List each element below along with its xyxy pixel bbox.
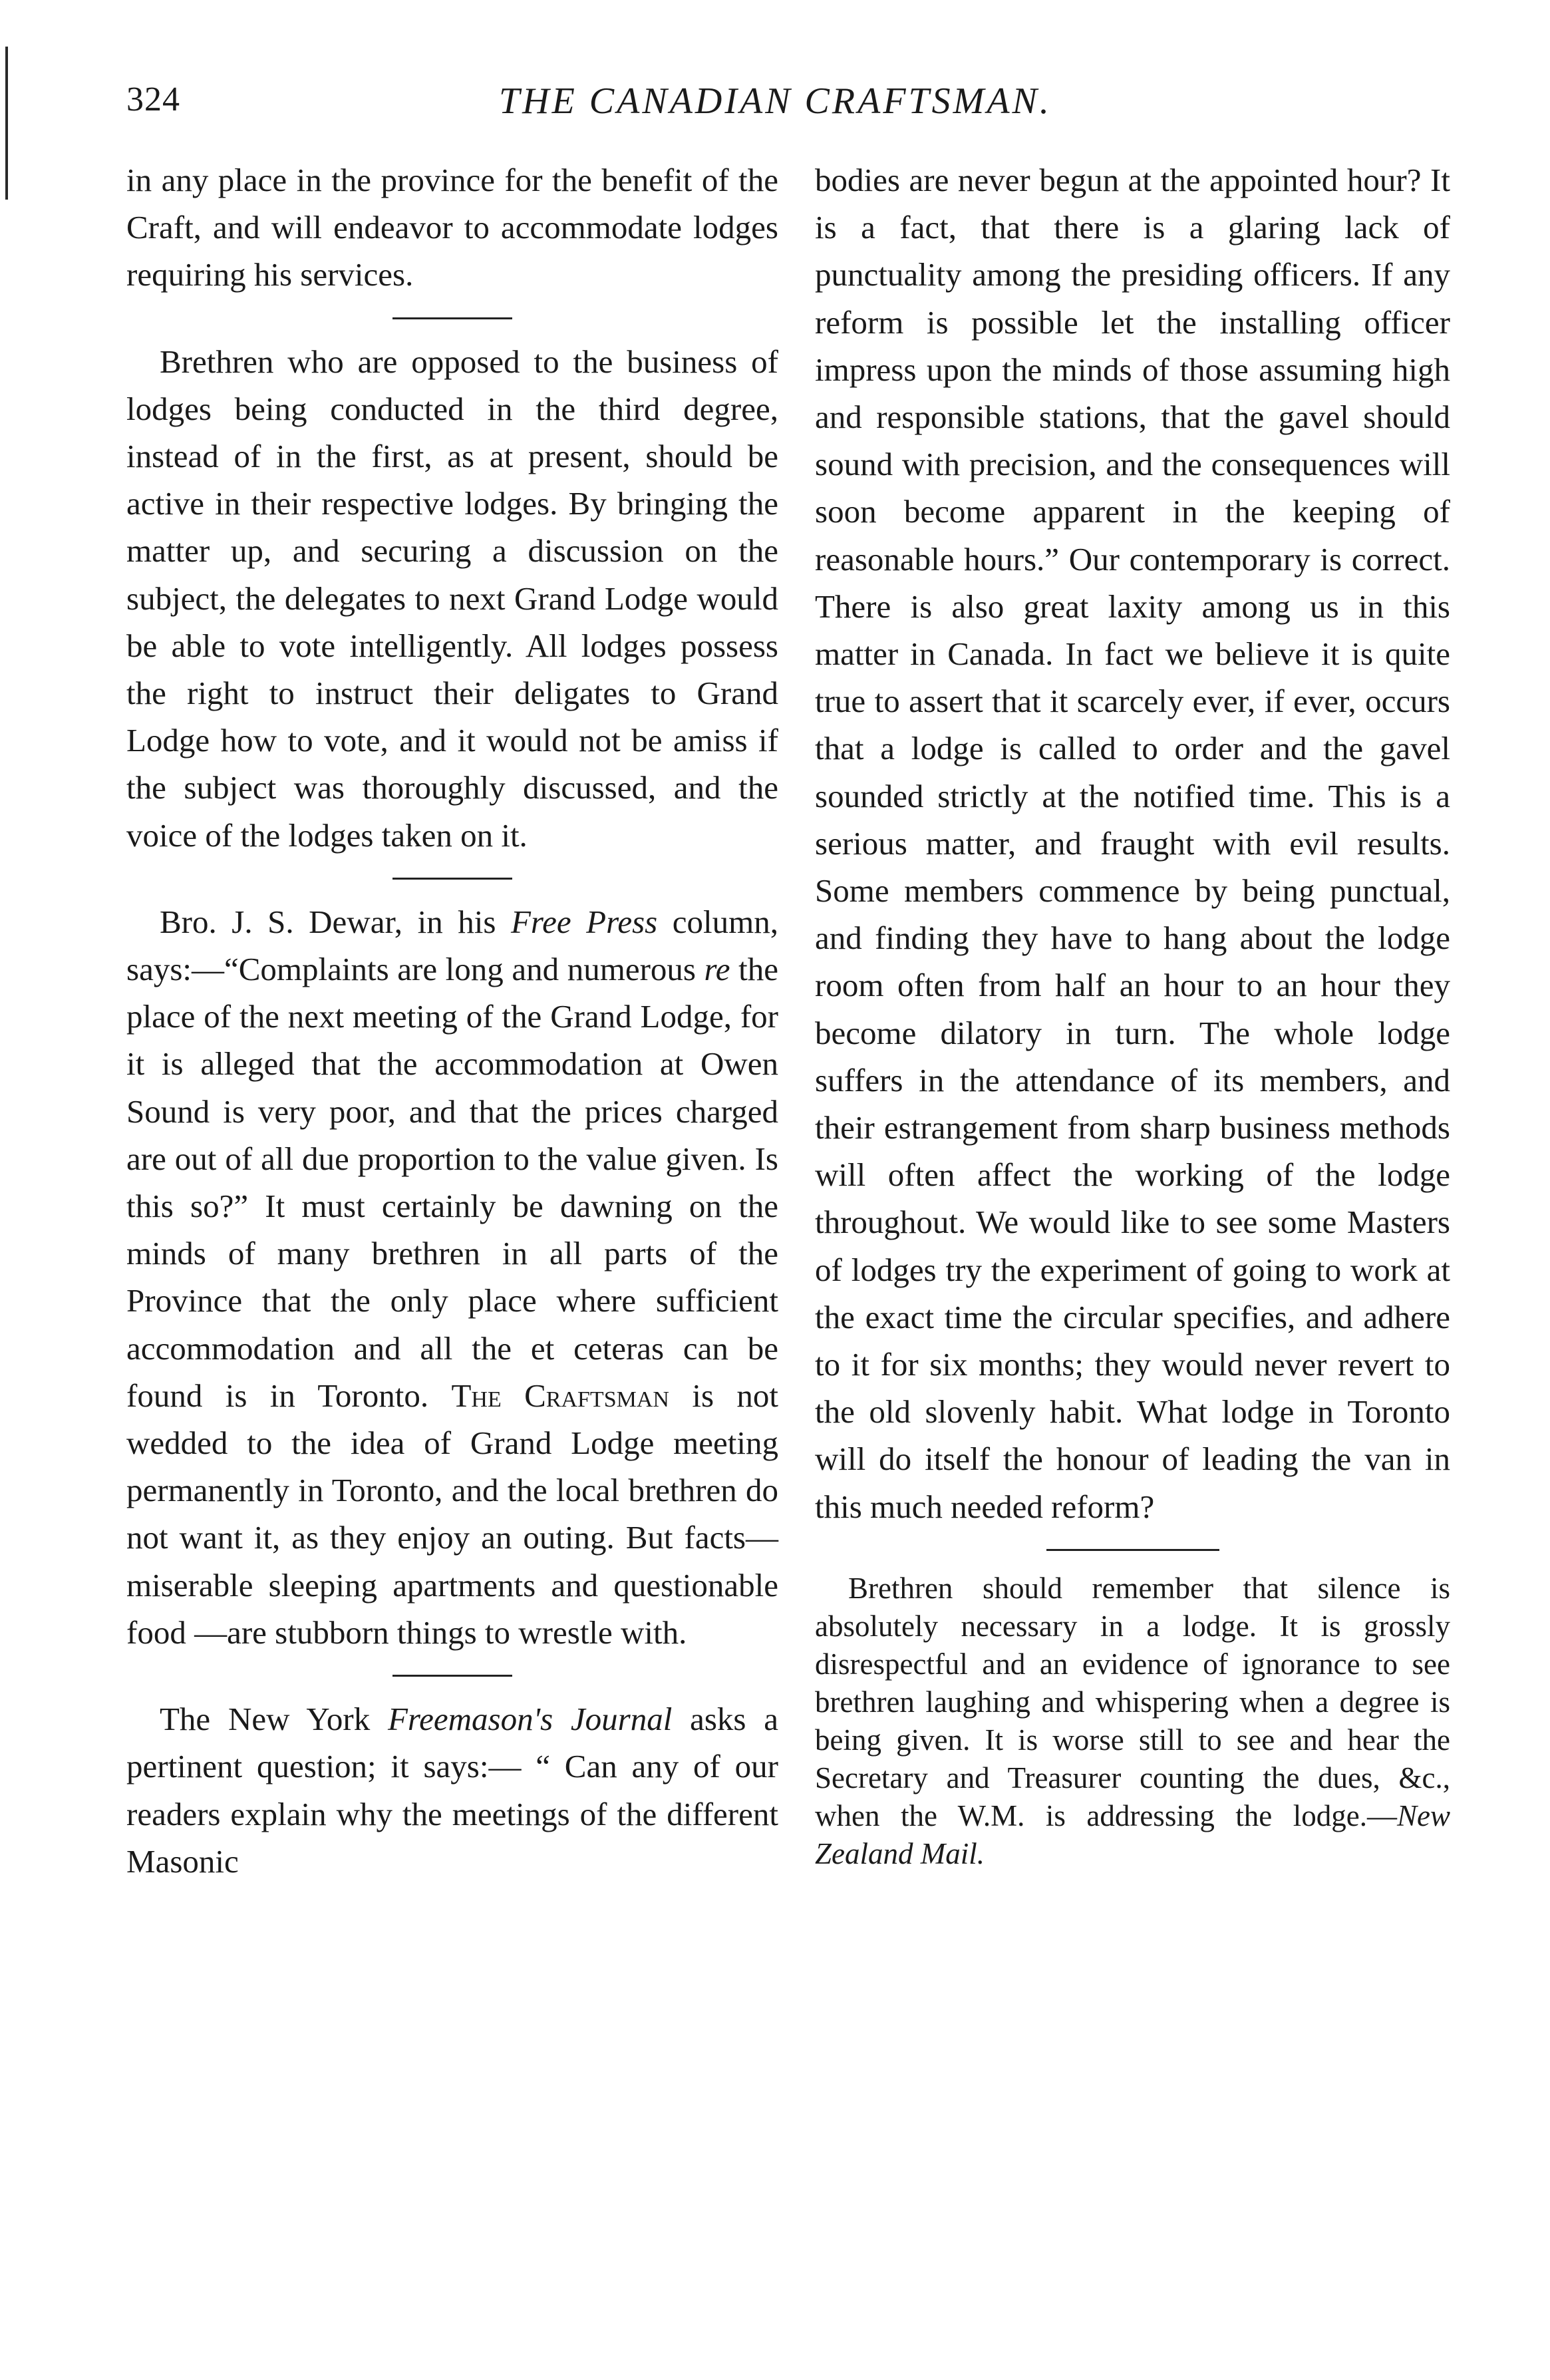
left-column	[126, 156, 778, 1885]
right-column	[815, 156, 1450, 1873]
paragraph-dewar: Bro. J. S. Dewar, in his Free Press column, says:—“Complaints are long and numerous re the place of the next meeting of the Grand Lodge, for it is alleged that the accommodation at Owen Sound is very poor, and that the prices charged are out of all due proportion to the value given. Is this so?” It must certainly be dawning on the minds of many brethren in all parts of the Province that the only place where sufficient accommodation and all the et ceteras can be found is in Toronto. The Craftsman is not wedded to the idea of Grand Lodge meeting permanently in Toronto, and the local brethren do not want it, as they enjoy an outing. But facts— miserable sleeping apartments and questionable food —are stubborn things to wrestle with.	[126, 903, 779, 1651]
section-divider	[1046, 1549, 1219, 1551]
publication-name: The Craftsman	[451, 1377, 669, 1414]
publication-title: Freemason's Journal	[387, 1701, 673, 1738]
paragraph-third-degree: Brethren who are opposed to the business of lodges being conducted in the third degree, instead of in the first, as at present, should be active in their respective lodges. By bringing the matter up, and securing a discussion on the subject, the delegates to next Grand Lodge would be able to vote intelligently. All lodges possess the right to instruct their deligates to Grand Lodge how to vote, and it would not be amiss if the subject was thoroughly discussed, and the voice of the lodges taken on it.	[126, 343, 778, 854]
running-title: THE CANADIAN CRAFTSMAN.	[499, 81, 1052, 122]
margin-rule	[5, 47, 8, 200]
page-header	[126, 80, 1450, 140]
section-divider	[392, 317, 512, 319]
paragraph-silence: Brethren should remember that silence is absolutely necessary in a lodge. It is grossly disrespectful and an evidence of ignorance to see brethren laughing and whispering when a degree is being given. It is worse still to see and hear the Secretary and Treasurer counting the dues, &c., when the W.M. is addressing the lodge.—New Zealand Mail.	[815, 1571, 1450, 1870]
section-divider	[392, 1675, 512, 1677]
paragraph-continuation: in any place in the province for the benefit of the Craft, and will endeavor to accommodate lodges requiring his services.	[126, 162, 778, 293]
paragraph-punctuality: bodies are never begun at the appointed hour? It is a fact, that there is a glaring lack of punctuality among the presiding officers. If any reform is possible let the installing officer impress upon the minds of those assuming high and responsible stations, that the gavel should sound with precision, and the consequences will soon become apparent in the keeping of reasonable hours.” Our contemporary is correct. There is also great laxity among us in this matter in Canada. In fact we believe it is quite true to assert that it scarcely ever, if ever, occurs that a lodge is called to order and the gavel sounded strictly at the notified time. This is a serious matter, and fraught with evil results. Some members commence by being punctual, and finding they have to hang about the lodge room often from half an hour to an hour they become dilatory in turn. The whole lodge suffers in the attendance of its members, and their estrangement from sharp business methods will often affect the working of the lodge throughout. We would like to see some Masters of lodges try the experiment of going to work at the exact time the circular specifies, and adhere to it for six months; they would never revert to the old slovenly habit. What lodge in Toronto will do itself the honour of leading the van in this much needed reform?	[815, 162, 1450, 1525]
publication-title: Free Press	[510, 903, 658, 940]
publication-title: New Zealand Mail.	[815, 1798, 1450, 1870]
paragraph-freemasons-journal: The New York Freemason's Journal asks a pertinent question; it says:— “ Can any of our readers explain why the meetings of the different Masonic	[126, 1701, 778, 1880]
page-number: 324	[126, 81, 180, 118]
section-divider	[392, 878, 512, 880]
